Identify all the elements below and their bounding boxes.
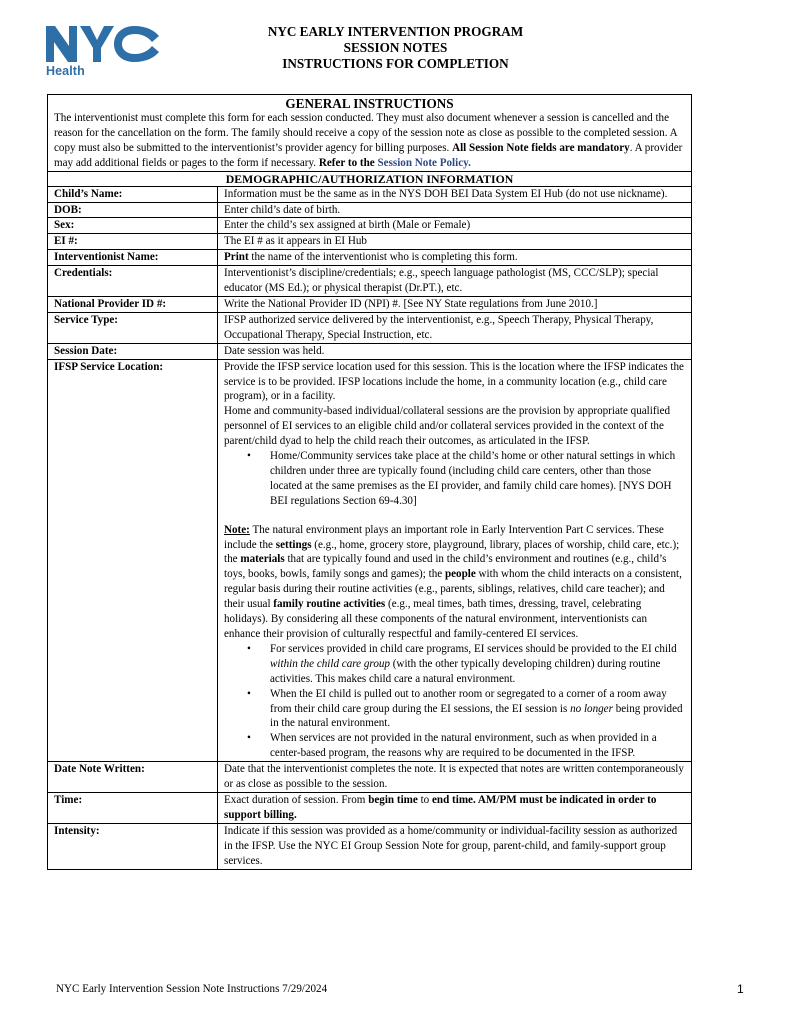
bullet-text: When the EI child is pulled out to another room or segregated to a corner of a room away from their child care group during the EI sessions, the EI session is — [270, 687, 667, 715]
row-description: Date that the interventionist completes the note. It is expected that notes are written contemporaneously or as close as possible to the session. — [218, 762, 692, 793]
table-row — [48, 250, 692, 266]
row-description — [218, 792, 692, 823]
row-label: DOB: — [48, 202, 218, 218]
row-description: Enter the child’s sex assigned at birth (Male or Female) — [218, 218, 692, 234]
row-description — [218, 250, 692, 266]
general-instructions-body — [54, 111, 685, 171]
general-instructions-title: GENERAL INSTRUCTIONS — [285, 96, 454, 111]
row-label: IFSP Service Location: — [48, 359, 218, 762]
row-label: Date Note Written: — [48, 762, 218, 793]
document-header — [0, 24, 791, 71]
location-paragraph-1: Provide the IFSP service location used for this session. This is the location where the IFSP indicates the service is to be provided. IFSP locations include the home, in a community location (e.g., child care program), or in a facility. — [224, 360, 684, 403]
row-description: Date session was held. — [218, 343, 692, 359]
section-title: DEMOGRAPHIC/AUTHORIZATION INFORMATION — [48, 171, 692, 186]
row-description: Indicate if this session was provided as a home/community or individual-facility session as authorized in the IFSP. Use the NYC EI Group Session Note for group, parent-child, and family-support group services. — [218, 823, 692, 869]
location-bullets-2 — [224, 642, 685, 761]
bullet-italic: within the child care group — [270, 657, 390, 670]
row-label: Interventionist Name: — [48, 250, 218, 266]
general-instructions — [48, 95, 692, 172]
list-item — [270, 687, 685, 732]
time-text: Exact duration of session. From — [224, 793, 369, 806]
row-description: Write the National Provider ID (NPI) #. [See NY State regulations from June 2010.] — [218, 296, 692, 312]
time-text: to — [417, 793, 432, 806]
table-row — [48, 312, 692, 343]
table-row — [48, 823, 692, 869]
print-text: Print — [224, 251, 249, 264]
natural-environment-note — [224, 523, 685, 642]
table-row — [48, 218, 692, 234]
instructions-table — [47, 94, 692, 870]
row-label: Sex: — [48, 218, 218, 234]
row-label: Intensity: — [48, 823, 218, 869]
row-description: The EI # as it appears in EI Hub — [218, 234, 692, 250]
table-row — [48, 266, 692, 297]
table-row — [48, 186, 692, 202]
refer-text: Refer to the — [318, 156, 378, 169]
table-row — [48, 296, 692, 312]
list-item: • Home/Community services take place at the child’s home or other natural settings in which children under three are typically found (including child care centers, other than those located at the same premises as the EI provider, and family child care homes). [NYS DOH BEI regulations Section 69-4.30] — [270, 449, 685, 509]
mandatory-text: All Session Note fields are mandatory — [452, 141, 630, 154]
table-row — [48, 762, 692, 793]
row-label: Child’s Name: — [48, 186, 218, 202]
table-row — [48, 792, 692, 823]
note-people: people — [444, 568, 476, 581]
row-label: EI #: — [48, 234, 218, 250]
bullet-text: being provided in the natural environment. — [270, 702, 683, 730]
row-label: Time: — [48, 792, 218, 823]
begin-time-text: begin time — [368, 793, 418, 806]
bullet-text: (with the other typically developing children) during routine activities. This makes child care a natural environment. — [270, 657, 661, 685]
table-row — [48, 343, 692, 359]
note-text: (e.g., home, grocery store, playground, library, places of worship, child care, etc.); the — [224, 538, 680, 566]
location-paragraph-2: Home and community-based individual/collateral sessions are the provision by appropriate qualified personnel of EI services to an eligible child and/or collateral services provided in the context of the parent/child dyad to help the child reach their outcomes, as articulated in the IFSP. — [224, 405, 671, 448]
note-text: that are typically found and used in the child’s environment and routines (e.g., child’s toys, books, bowls, family songs and games); the — [224, 553, 667, 581]
row-label: National Provider ID #: — [48, 296, 218, 312]
row-label: Credentials: — [48, 266, 218, 297]
row-description: Interventionist’s discipline/credentials; e.g., speech language pathologist (MS, CCC/SLP); special educator (MS Ed.); or physical therapist (Dr.PT.), etc. — [218, 266, 692, 297]
note-text: with whom the child interacts on a consistent, regular basis during their routine activities (e.g., parents, siblings, relatives, child care teacher); and their usual — [224, 568, 682, 611]
session-note-policy-link[interactable]: Session Note Policy. — [377, 156, 471, 169]
health-wordmark: Health — [46, 64, 85, 78]
note-routines: family routine activities — [273, 598, 386, 611]
row-description: IFSP authorized service delivered by the interventionist, e.g., Speech Therapy, Physical Therapy, Occupational Therapy, Special Instruction, etc. — [218, 312, 692, 343]
note-settings: settings — [275, 538, 312, 551]
interventionist-text: the name of the interventionist who is completing this form. — [248, 251, 518, 264]
page-number: 1 — [737, 982, 744, 996]
location-bullets-1 — [224, 449, 685, 509]
header-line-3: INSTRUCTIONS FOR COMPLETION — [282, 55, 509, 71]
bullet-italic: no longer — [570, 702, 613, 715]
header-line-2: SESSION NOTES — [343, 39, 448, 55]
row-description: Enter child’s date of birth. — [218, 202, 692, 218]
list-item — [270, 642, 685, 687]
row-description — [218, 359, 692, 762]
row-label: Session Date: — [48, 343, 218, 359]
note-label: Note: — [224, 523, 250, 536]
footer-text: NYC Early Intervention Session Note Instructions 7/29/2024 — [56, 983, 328, 995]
table-row — [48, 359, 692, 762]
end-time-text: end time. AM/PM must be indicated in order to support billing. — [224, 793, 657, 821]
row-label: Service Type: — [48, 312, 218, 343]
row-description: Information must be the same as in the NYS DOH BEI Data System EI Hub (do not use nickname). — [218, 186, 692, 202]
general-text: The interventionist must complete this form for each session conducted. They must also document whenever a session is cancelled and the reason for the cancellation on the form. The family should receive a copy of the session note as close as possible to the completed session. A copy must also be submitted to the interventionist’s provider agency for billing purposes. — [54, 112, 678, 154]
table-row — [48, 202, 692, 218]
note-text: (e.g., meal times, bath times, dressing, travel, celebrating holidays). By considering all these components of the natural environment, interventionists can enhance their provision of culturally respectful and family-centered EI services. — [224, 598, 648, 640]
table-row — [48, 234, 692, 250]
general-text-rest: . A provider may add additional fields or pages to the form if necessary. — [54, 141, 683, 169]
bullet-text: For services provided in child care programs, EI services should be provided to the EI child — [270, 642, 677, 655]
header-line-1: NYC EARLY INTERVENTION PROGRAM — [267, 24, 524, 39]
note-materials: materials — [240, 553, 285, 566]
note-text: The natural environment plays an important role in Early Intervention Part C services. These include the — [224, 523, 664, 551]
list-item: • When services are not provided in the natural environment, such as when provided in a center-based program, the reasons why are required to be documented in the IFSP. — [270, 731, 685, 761]
